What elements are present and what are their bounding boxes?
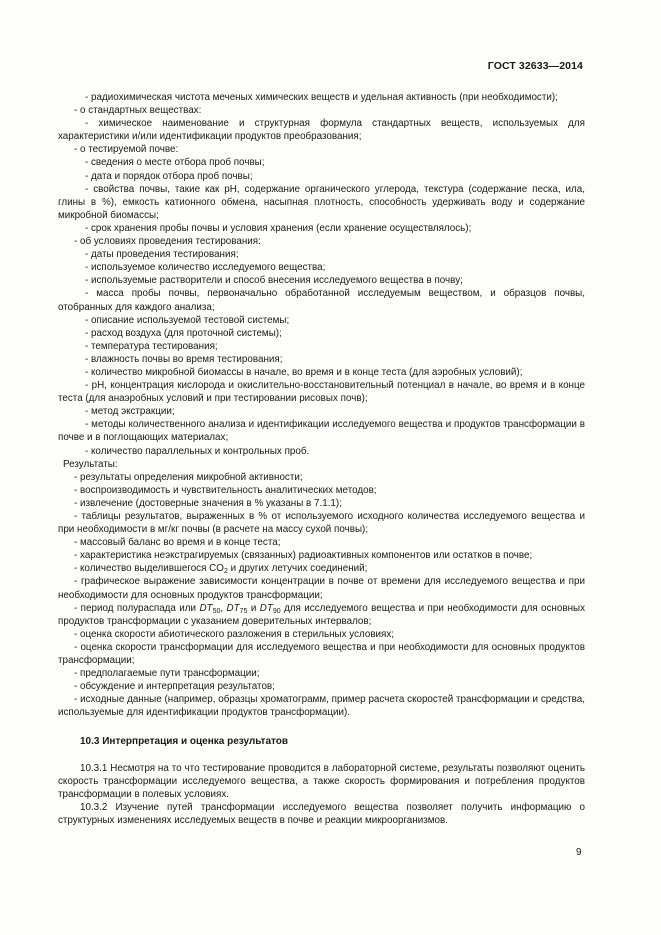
list-item: - pH, концентрация кислорода и окислительно-восстановительный потенциал в начале, во время и в конце теста (для анаэробных условий и при тестировании рисовых почв); [58,380,585,405]
results-label: Результаты: [63,458,118,470]
dt-text: - период полураспада или [74,602,200,614]
list-item [58,562,585,575]
list-item: - даты проведения тестирования; [85,249,239,261]
list-item: - радиохимическая чистота меченых химических веществ и удельная активность (при необходимости); [85,92,558,103]
dt-separator: , [220,602,227,614]
list-item [58,602,585,628]
dt-symbol: DT [259,602,273,614]
list-item: - срок хранения пробы почвы и условия хранения (если хранение осуществлялось); [85,222,472,234]
list-item: - исходные данные (например, образцы хроматограмм, пример расчета скоростей трансформации и средства, используемые для идентификации продуктов трансформации). [58,694,585,719]
dt-symbol: DT [199,602,213,614]
co2-subscript: 2 [223,568,228,576]
list-item: - влажность почвы во время тестирования; [85,353,283,365]
list-item: - свойства почвы, такие как pH, содержание органического углерода, текстура (содержание песка, ила, глины в %), емкость катионного обмена, насыпная плотность, способность удерживать воду и содержание микробной биомассы; [58,183,585,221]
dt-text-tail: для исследуемого вещества и при необходимости для основных продуктов трансформации с указанием доверительных интервалов; [58,602,586,627]
list-item: - извлечение (достоверные значения в % указаны в 7.1.1); [74,497,342,509]
paragraph: 10.3.1 Несмотря на то что тестирование проводится в лабораторной системе, результаты позволяют оценить скорость трансформации исследуемого вещества, а также скорость формирования и потребления продуктов трансформации в полевых условиях. [58,762,585,800]
dt-symbol: DT [226,602,240,614]
dt-subscript: 90 [272,607,281,615]
list-item: - графическое выражение зависимости концентрации в почве от времени для исследуемого вещества и при необходимости для основных продуктов трансформации; [58,576,585,601]
dt-subscript: 75 [239,607,248,615]
list-item: - таблицы результатов, выраженных в % от используемого исходного количества исследуемого вещества и при необходимости в мг/кг почвы (в расчете на массу сухой почвы); [58,511,585,536]
list-item: - метод экстракции; [85,406,175,418]
paragraph: 10.3.2 Изучение путей трансформации исследуемого вещества позволяет получить информацию о структурных изменениях исследуемых веществ в почве и реакции микроорганизмов. [58,801,585,826]
list-item: - масса пробы почвы, первоначально обработанной исследуемым веществом, и образцов почвы, отобранных для каждого анализа; [58,288,585,313]
list-item: - результаты определения микробной активности; [74,471,303,483]
list-item: - массовый баланс во время и в конце теста; [74,537,281,549]
list-item: - воспроизводимость и чувствительность аналитических методов; [74,484,377,496]
list-item: - оценка скорости абиотического разложения в стерильных условиях; [74,628,395,640]
list-item: - методы количественного анализа и идентификации исследуемого вещества и продуктов трансформации в почве и в поглощающих материалах; [58,419,585,444]
list-item: - используемые растворители и способ внесения исследуемого вещества в почву; [85,275,463,287]
co2-text: - количество выделившегося CO [74,563,224,575]
list-item: - химическое наименование и структурная формула стандартных веществ, используемых для характеристики и/или идентификации продуктов преобразования; [58,118,585,143]
dt-subscript: 50 [212,607,221,615]
co2-text-tail: и других летучих соединений; [227,563,368,575]
list-item: - расход воздуха (для проточной системы); [85,327,282,339]
list-item: - о стандартных веществах: [74,105,202,117]
list-item: - сведения о месте отбора проб почвы; [85,157,265,169]
list-item: - количество микробной биомассы в начале, во время и в конце теста (для аэробных условий); [85,366,523,378]
list-item: - дата и порядок отбора проб почвы; [85,170,253,182]
list-item: - температура тестирования; [85,340,218,352]
page-content [58,91,585,827]
list-item: - описание используемой тестовой системы; [85,314,290,326]
section-heading: 10.3 Интерпретация и оценка результатов [80,735,289,747]
list-item: - о тестируемой почве: [74,144,179,156]
dt-conjunction: и [247,602,260,614]
list-item: - количество параллельных и контрольных проб. [85,445,310,457]
list-item: - характеристика неэкстрагируемых (связанных) радиоактивных компонентов или остатков в почве; [74,550,533,562]
list-item: - предполагаемые пути трансформации; [74,668,260,680]
page-number: 9 [576,847,582,858]
list-item: - об условиях проведения тестирования: [74,236,261,248]
standard-header: ГОСТ 32633—2014 [487,60,583,72]
list-item: - используемое количество исследуемого вещества; [85,262,326,274]
list-item: - обсуждение и интерпретация результатов; [74,681,275,693]
list-item: - оценка скорости трансформации для исследуемого вещества и при необходимости для основных продуктов трансформации; [58,641,585,667]
